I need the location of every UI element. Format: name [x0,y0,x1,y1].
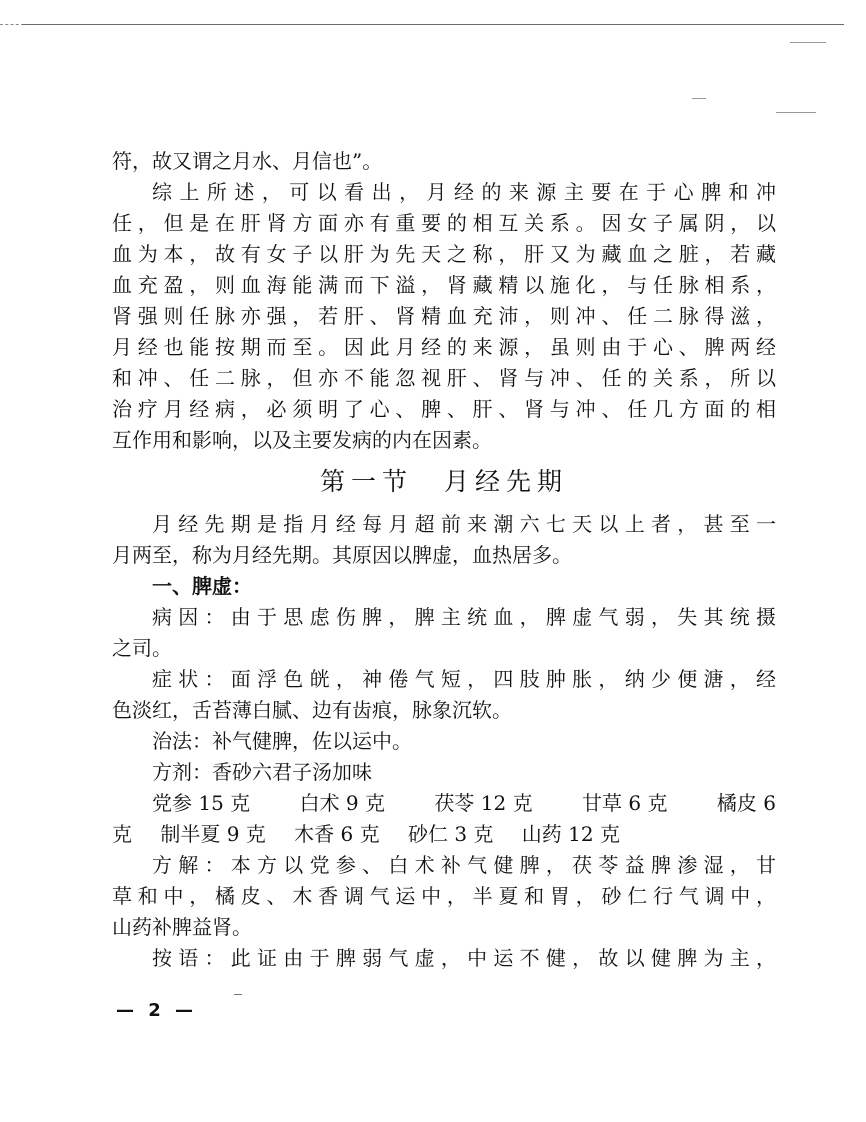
paragraph-line: 按语：此证由于脾弱气虚，中运不健，故以健脾为主， [152,946,776,970]
herb-item: 山药 12 克 [521,822,620,846]
page-body [112,146,776,974]
speck [790,42,826,43]
paragraph-line: 之司。 [112,636,172,660]
herb-item: 制半夏 9 克 [160,822,266,846]
paragraph-line: 病因：由于思虑伤脾，脾主统血，脾虚气弱，失其统摄 [152,605,776,629]
paragraph-line: 方解：本方以党参、白术补气健脾，茯苓益脾渗湿，甘 [152,853,776,877]
paragraph-line: 任，但是在肝肾方面亦有重要的相互关系。因女子属阴，以 [112,211,776,235]
herb-item: 砂仁 3 克 [407,822,494,846]
page-number: — 2 — [116,1000,198,1021]
ink-mark [234,994,242,995]
paragraph-line: 综上所述，可以看出，月经的来源主要在于心脾和冲 [152,180,776,204]
paragraph-line: 月经先期是指月经每月超前来潮六七天以上者，甚至一 [152,512,776,536]
paragraph-line: 山药补脾益肾。 [112,915,252,939]
paragraph-line: 和冲、任二脉，但亦不能忽视肝、肾与冲、任的关系，所以 [112,366,776,390]
paragraph-line: 血为本，故有女子以肝为先天之称，肝又为藏血之脏，若藏 [112,242,776,266]
paragraph-line: 月两至，称为月经先期。其原因以脾虚，血热居多。 [112,543,572,567]
section-title: 第一节 月经先期 [319,467,568,496]
paragraph-line: 月经也能按期而至。因此月经的来源，虽则由于心、脾两经 [112,335,776,359]
top-rule [22,24,844,25]
herb-list-line [112,788,776,819]
paragraph-line: 草和中，橘皮、木香调气运中，半夏和胃，砂仁行气调中， [112,884,776,908]
herb-item: 甘草 6 克 [582,791,668,815]
paragraph-line: 互作用和影响，以及主要发病的内在因素。 [112,428,492,452]
paragraph-line: 血充盈，则血海能满而下溢，肾藏精以施化，与任脉相系， [112,273,776,297]
subheading: 一、脾虚： [152,574,252,598]
herb-item: 橘皮 6 [716,791,776,815]
herb-item: 白术 9 克 [299,791,386,815]
herb-item: 党参 15 克 [152,791,251,815]
herb-item: 克 [112,822,132,846]
paragraph-line: 治法：补气健脾，佐以运中。 [152,729,412,753]
speck [692,98,706,99]
herb-item: 茯苓 12 克 [434,791,533,815]
herb-item: 木香 6 克 [294,822,380,846]
paragraph-line: 符，故又谓之月水、月信也”。 [112,149,383,173]
speck [776,112,816,113]
paragraph-line: 色淡红，舌苔薄白腻、边有齿痕，脉象沉软。 [112,698,512,722]
paragraph-line: 治疗月经病，必须明了心、脾、肝、肾与冲、任几方面的相 [112,397,776,421]
paragraph-line: 症状：面浮色㿠，神倦气短，四肢肿胀，纳少便溏，经 [152,667,776,691]
paragraph-line: 肾强则任脉亦强，若肝、肾精血充沛，则冲、任二脉得滋， [112,304,776,328]
herb-list-line [112,819,776,850]
paragraph-line: 方剂：香砂六君子汤加味 [152,760,372,784]
